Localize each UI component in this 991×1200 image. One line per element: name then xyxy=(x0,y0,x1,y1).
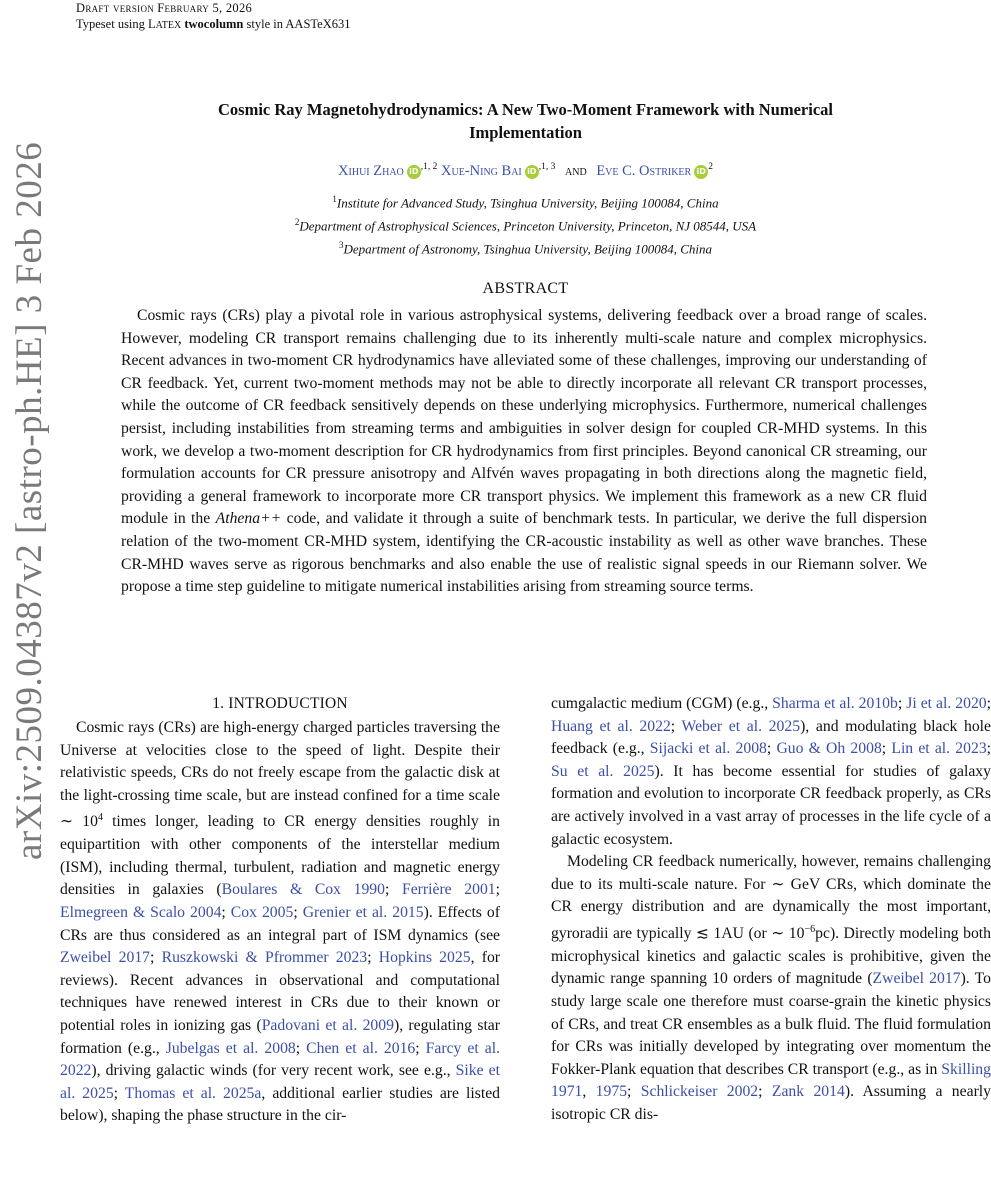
text-run: ; xyxy=(897,695,907,712)
text-run: ; xyxy=(150,949,162,967)
typeset-style: twocolumn xyxy=(184,17,244,31)
left-column xyxy=(60,693,500,1128)
affiliation-text: Department of Astrophysical Sciences, Princeton University, Princeton, NJ 08544, USA xyxy=(299,218,757,234)
affiliation-text: Department of Astronomy, Tsinghua University, Beijing 100084, China xyxy=(343,241,713,257)
draft-version-line xyxy=(76,0,252,16)
citation-link[interactable]: Thomas et al. 2025a xyxy=(124,1084,262,1102)
text-run: ), and modulating black hole feedback (e.g., xyxy=(551,717,991,758)
citation-link[interactable]: Schlickeiser 2002 xyxy=(640,1083,759,1101)
citation-link[interactable]: Zweibel 2017 xyxy=(872,970,961,988)
affiliation-3 xyxy=(100,236,951,258)
citation-link[interactable]: Farcy et al. 2022 xyxy=(60,1039,501,1080)
right-column xyxy=(551,693,991,1127)
text-run: ; xyxy=(627,1083,641,1101)
citation-link[interactable]: Lin et al. 2023 xyxy=(891,740,987,758)
citation-link[interactable]: 1975 xyxy=(595,1083,628,1101)
citation-link[interactable]: Zweibel 2017 xyxy=(60,949,151,967)
citation-link[interactable]: Ferrière 2001 xyxy=(401,881,496,899)
section-heading-introduction: 1. INTRODUCTION xyxy=(212,695,348,712)
citation-link[interactable]: Grenier et al. 2015 xyxy=(302,903,424,921)
text-run: Modeling CR feedback numerically, however, remains challenging due to its multi-scale nature. For ∼ GeV CRs, which dominate the CR energy distribution and are dynamically the most important, gyroradii are typically ≲ 1AU (or ∼ 10 xyxy=(551,853,991,943)
affiliation-1 xyxy=(100,190,951,212)
text-run: ; xyxy=(384,881,402,899)
paper-title xyxy=(100,98,951,144)
citation-link[interactable]: Zank 2014 xyxy=(771,1083,845,1101)
typeset-post: style in AASTeX631 xyxy=(246,17,351,31)
text-run: cumgalactic medium (CGM) (e.g., xyxy=(551,695,773,712)
citation-link[interactable]: Guo & Oh 2008 xyxy=(776,740,882,758)
citation-link[interactable]: Jubelgas et al. 2008 xyxy=(165,1039,296,1057)
text-run: ; xyxy=(766,740,777,758)
superscript-exponent: −6 xyxy=(804,923,816,935)
affiliation-number: 2 xyxy=(294,217,300,227)
text-run: ; xyxy=(758,1083,772,1101)
text-run: pc). Directly modeling both microphysical kinetics and galactic scales is prohibitive, given the dynamic range spanning 10 orders of magnitude ( xyxy=(551,925,991,988)
arxiv-sidebar-identifier: arXiv:2509.04387v2 [astro-ph.HE] 3 Feb 2026 xyxy=(9,141,50,860)
author-name[interactable]: Eve C. Ostriker xyxy=(596,162,692,179)
citation-link[interactable]: Su et al. 2025 xyxy=(551,762,655,780)
text-run: ; xyxy=(670,717,682,735)
superscript-exponent: 4 xyxy=(97,812,103,824)
intro-paragraph-1 xyxy=(60,717,500,1128)
text-run: ; xyxy=(986,695,991,712)
text-run: ; xyxy=(881,740,892,758)
text-run: ). Effects of CRs are thus considered as an integral part of ISM dynamics (see xyxy=(60,903,500,944)
author-name[interactable]: Xihui Zhao xyxy=(338,162,404,179)
orcid-icon[interactable]: iD xyxy=(407,165,421,179)
citation-link[interactable]: Sijacki et al. 2008 xyxy=(649,740,767,758)
draft-prefix: Draft version xyxy=(76,1,155,15)
abstract-text xyxy=(121,305,927,599)
citation-link[interactable]: Chen et al. 2016 xyxy=(306,1039,416,1057)
typeset-line xyxy=(76,16,351,34)
title-line-1: Cosmic Ray Magnetohydrodynamics: A New Two-Moment Framework with Numerical xyxy=(217,100,833,119)
affiliation-number: 1 xyxy=(332,194,337,204)
citation-link[interactable]: Boulares & Cox 1990 xyxy=(221,881,385,899)
text-run: Cosmic rays (CRs) are high-energy charged particles traversing the Universe at velocities close to the speed of light. Despite their relativistic speeds, CRs do not freely escape from the galactic disk at the light-crossing time scale, but are instead confined for a time scale ∼ 10 xyxy=(60,719,500,831)
citation-link[interactable]: Ruszkowski & Pfrommer 2023 xyxy=(161,949,368,967)
text-run: ; xyxy=(113,1084,125,1102)
citation-link[interactable]: Ji et al. 2020 xyxy=(906,695,987,712)
citation-link[interactable]: Cox 2005 xyxy=(230,903,294,921)
text-run: ; xyxy=(415,1039,426,1057)
text-run: times longer, leading to CR energy densities roughly in equipartition with other components of the interstellar medium (ISM), including thermal, turbulent, radiation and magnetic energy densities in galaxies ( xyxy=(60,813,500,899)
orcid-icon[interactable]: iD xyxy=(694,165,708,179)
text-run: ; xyxy=(986,740,991,758)
text-run: ; xyxy=(295,1039,307,1057)
text-run: ), driving galactic winds (for very recent work, see e.g., xyxy=(91,1062,456,1080)
orcid-icon[interactable]: iD xyxy=(525,165,539,179)
abstract-heading: ABSTRACT xyxy=(482,280,569,297)
abstract-code-name: Athena++ xyxy=(215,510,282,528)
intro-paragraph-2 xyxy=(551,851,991,1126)
author-affiliation-marks: 2 xyxy=(708,162,713,172)
text-run: , for reviews). Recent advances in observational and computational techniques have renewed interest in CRs due to their known or potential roles in ionizing gas ( xyxy=(60,949,501,1034)
and-word: and xyxy=(565,162,587,179)
citation-link[interactable]: Huang et al. 2022 xyxy=(551,717,671,735)
author-name[interactable]: Xue-Ning Bai xyxy=(441,162,522,179)
text-run: ; xyxy=(221,903,231,921)
title-line-2: Implementation xyxy=(469,123,582,142)
citation-link[interactable]: Padovani et al. 2009 xyxy=(261,1016,394,1034)
author-list xyxy=(100,156,951,182)
citation-link[interactable]: Sharma et al. 2010b xyxy=(772,695,898,712)
text-run: ; xyxy=(367,949,379,967)
text-run: ). Assuming a nearly isotropic CR dis- xyxy=(551,1083,991,1123)
abstract-part-2: code, and validate it through a suite of benchmark tests. In particular, we derive the full dispersion relation of the two-moment CR-MHD system, identifying the CR-acoustic instability as well as other wave branches. These CR-MHD waves serve as rigorous benchmarks and also enable the use of realistic signal speeds in our Riemann solver. We propose a time step guideline to mitigate numerical instabilities arising from streaming source terms. xyxy=(121,510,927,596)
text-run: ). To study large scale one therefore must coarse-grain the kinetic physics of CRs, and treat CR ensembles as a bulk fluid. The fluid formulation for CRs was initially developed by integrating over momentum the Fokker-Plank equation that describes CR transport (e.g., as in xyxy=(551,970,991,1078)
typeset-latex: ATEX xyxy=(155,20,182,31)
abstract-part-1: Cosmic rays (CRs) play a pivotal role in various astrophysical systems, delivering feedback over a broad range of scales. However, modeling CR transport remains challenging due to its inherently multi-scale nature and complex microphysics. Recent advances in two-moment CR hydrodynamics have alleviated some of these challenges, improving our understanding of CR feedback. Yet, current two-moment methods may not be able to directly incorporate all relevant CR transport processes, while the outcome of CR feedback sensitively depends on these underlying microphysics. Furthermore, numerical challenges persist, including instabilities from streaming terms and ambiguities in solver design for coupled CR-MHD systems. In this work, we develop a two-moment description for CR hydrodynamics from first principles. Beyond canonical CR streaming, our formulation accounts for CR pressure anisotropy and Alfvén waves propagating in both directions along the magnetic field, providing a general framework to incorporate more CR transport physics. We implement this framework as a new CR fluid module in the xyxy=(121,307,927,528)
text-run: ; xyxy=(495,881,500,899)
typeset-pre: Typeset using L xyxy=(76,17,156,31)
author-affiliation-marks: ,1, 2 xyxy=(420,162,438,172)
affiliation-text: Institute for Advanced Study, Tsinghua University, Beijing 100084, China xyxy=(336,195,719,211)
affiliation-2 xyxy=(100,213,951,235)
citation-link[interactable]: Skilling 1971 xyxy=(551,1060,991,1101)
citation-link[interactable]: Weber et al. 2025 xyxy=(681,717,801,735)
citation-link[interactable]: Elmegreen & Scalo 2004 xyxy=(60,903,222,921)
text-run: ). It has become essential for studies of galaxy formation and evolution to incorporate CR feedback properly, as CRs are actively involved in a vast array of processes in the life cycle of a galactic ecosystem. xyxy=(551,762,991,848)
citation-link[interactable]: Sike et al. 2025 xyxy=(60,1062,500,1102)
intro-paragraph-1-continued xyxy=(551,693,991,851)
author-affiliation-marks: ,1, 3 xyxy=(538,162,556,172)
citation-link[interactable]: Hopkins 2025 xyxy=(378,949,471,967)
draft-date: February 5, 2026 xyxy=(157,1,253,15)
text-run: , additional earlier studies are listed below), shaping the phase structure in the cir- xyxy=(60,1084,501,1125)
text-run: , xyxy=(582,1083,596,1101)
text-run: ; xyxy=(293,903,303,921)
text-run: ), regulating star formation (e.g., xyxy=(60,1016,500,1057)
affiliation-number: 3 xyxy=(338,240,344,250)
